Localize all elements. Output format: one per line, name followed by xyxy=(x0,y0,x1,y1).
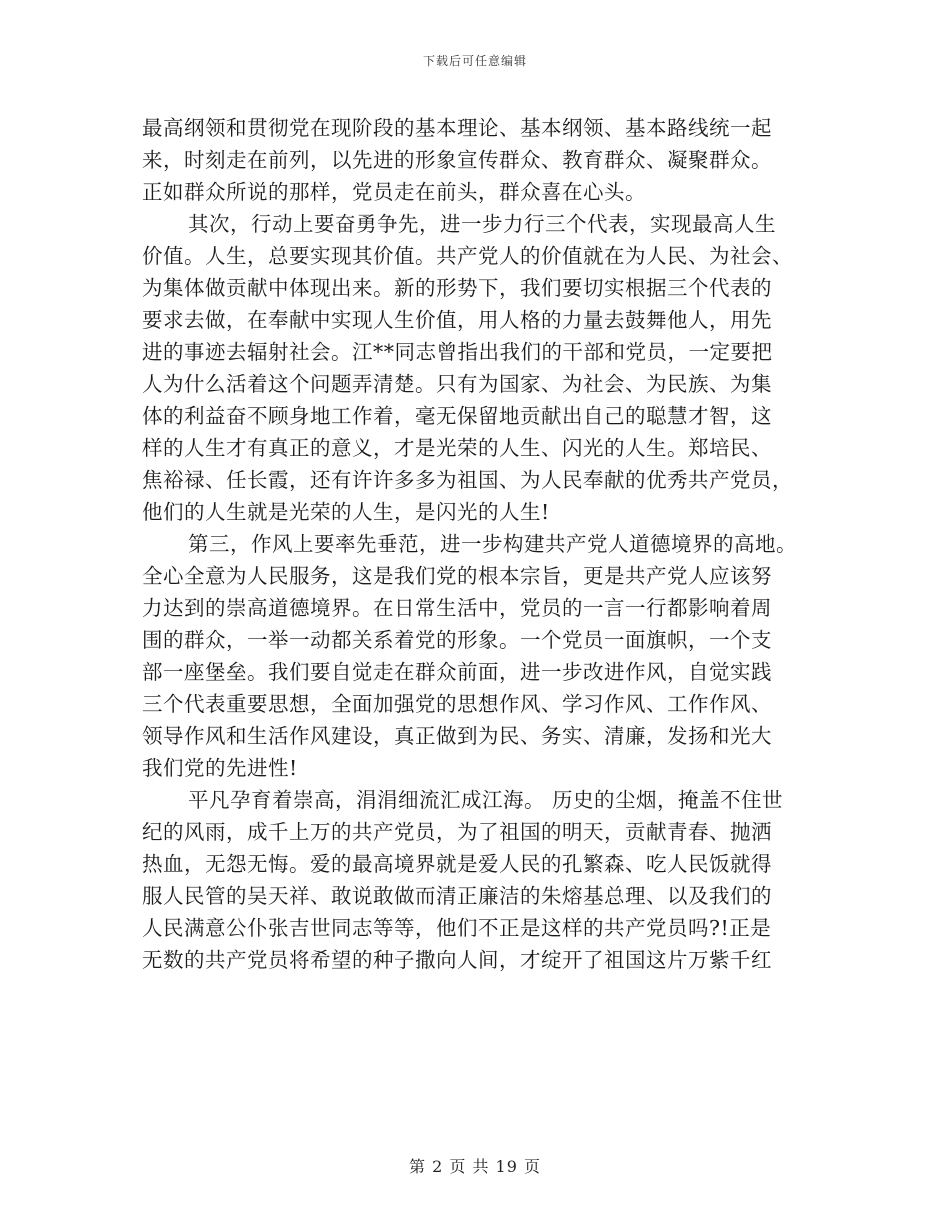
text-line: 人民满意公仆张吉世同志等等，他们不正是这样的共产党员吗?!正是 xyxy=(142,916,772,940)
text-line: 他们的人生就是光荣的人生，是闪光的人生! xyxy=(142,500,550,524)
text-line: 正如群众所说的那样，党员走在前头，群众喜在心头。 xyxy=(142,180,646,204)
text-line: 服人民管的吴天祥、敢说敢做而清正廉洁的朱熔基总理、以及我们的 xyxy=(142,884,772,908)
text-line: 人为什么活着这个问题弄清楚。只有为国家、为社会、为民族、为集 xyxy=(142,372,772,396)
text-line: 领导作风和生活作风建设，真正做到为民、务实、清廉，发扬和光大 xyxy=(142,724,772,748)
text-line: 体的利益奋不顾身地工作着，毫无保留地贡献出自己的聪慧才智，这 xyxy=(142,404,772,428)
text-line: 焦裕禄、任长霞，还有许许多多为祖国、为人民奉献的优秀共产党员， xyxy=(142,468,793,492)
text-line: 进的事迹去辐射社会。江**同志曾指出我们的干部和党员，一定要把 xyxy=(142,340,773,364)
text-line: 无数的共产党员将希望的种子撒向人间，才绽开了祖国这片万紫千红 xyxy=(142,948,772,972)
text-line: 我们党的先进性! xyxy=(142,756,298,780)
text-line: 三个代表重要思想，全面加强党的思想作风、学习作风、工作作风、 xyxy=(142,692,772,716)
text-line: 围的群众，一举一动都关系着党的形象。一个党员一面旗帜，一个支 xyxy=(142,628,772,652)
text-line: 部一座堡垒。我们要自觉走在群众前面，进一步改进作风，自觉实践 xyxy=(142,660,772,684)
text-line: 全心全意为人民服务，这是我们党的根本宗旨，更是共产党人应该努 xyxy=(142,564,772,588)
text-line: 为集体做贡献中体现出来。新的形势下，我们要切实根据三个代表的 xyxy=(142,276,772,300)
text-line: 价值。人生，总要实现其价值。共产党人的价值就在为人民、为社会、 xyxy=(142,244,793,268)
text-line: 来，时刻走在前列，以先进的形象宣传群众、教育群众、凝聚群众。 xyxy=(142,148,772,172)
text-line: 要求去做，在奉献中实现人生价值，用人格的力量去鼓舞他人，用先 xyxy=(142,308,772,332)
paragraph-first-line: 其次，行动上要奋勇争先，进一步力行三个代表，实现最高人生 xyxy=(188,212,776,236)
text-line: 最高纲领和贯彻党在现阶段的基本理论、基本纲领、基本路线统一起 xyxy=(142,116,772,140)
paragraph-first-line: 第三，作风上要率先垂范，进一步构建共产党人道德境界的高地。 xyxy=(188,532,797,556)
page-header: 下载后可任意编辑 xyxy=(422,54,527,68)
document-body xyxy=(142,112,810,976)
paragraph-first-line: 平凡孕育着崇高，涓涓细流汇成江海。 历史的尘烟，掩盖不住世 xyxy=(188,788,784,812)
text-line: 力达到的崇高道德境界。在日常生活中，党员的一言一行都影响着周 xyxy=(142,596,772,620)
text-line: 热血，无怨无悔。爱的最高境界就是爱人民的孔繁森、吃人民饭就得 xyxy=(142,852,772,876)
page-footer: 第 2 页 共 19 页 xyxy=(409,1157,541,1176)
text-line: 纪的风雨，成千上万的共产党员，为了祖国的明天，贡献青春、抛洒 xyxy=(142,820,772,844)
text-line: 样的人生才有真正的意义，才是光荣的人生、闪光的人生。郑培民、 xyxy=(142,436,772,460)
